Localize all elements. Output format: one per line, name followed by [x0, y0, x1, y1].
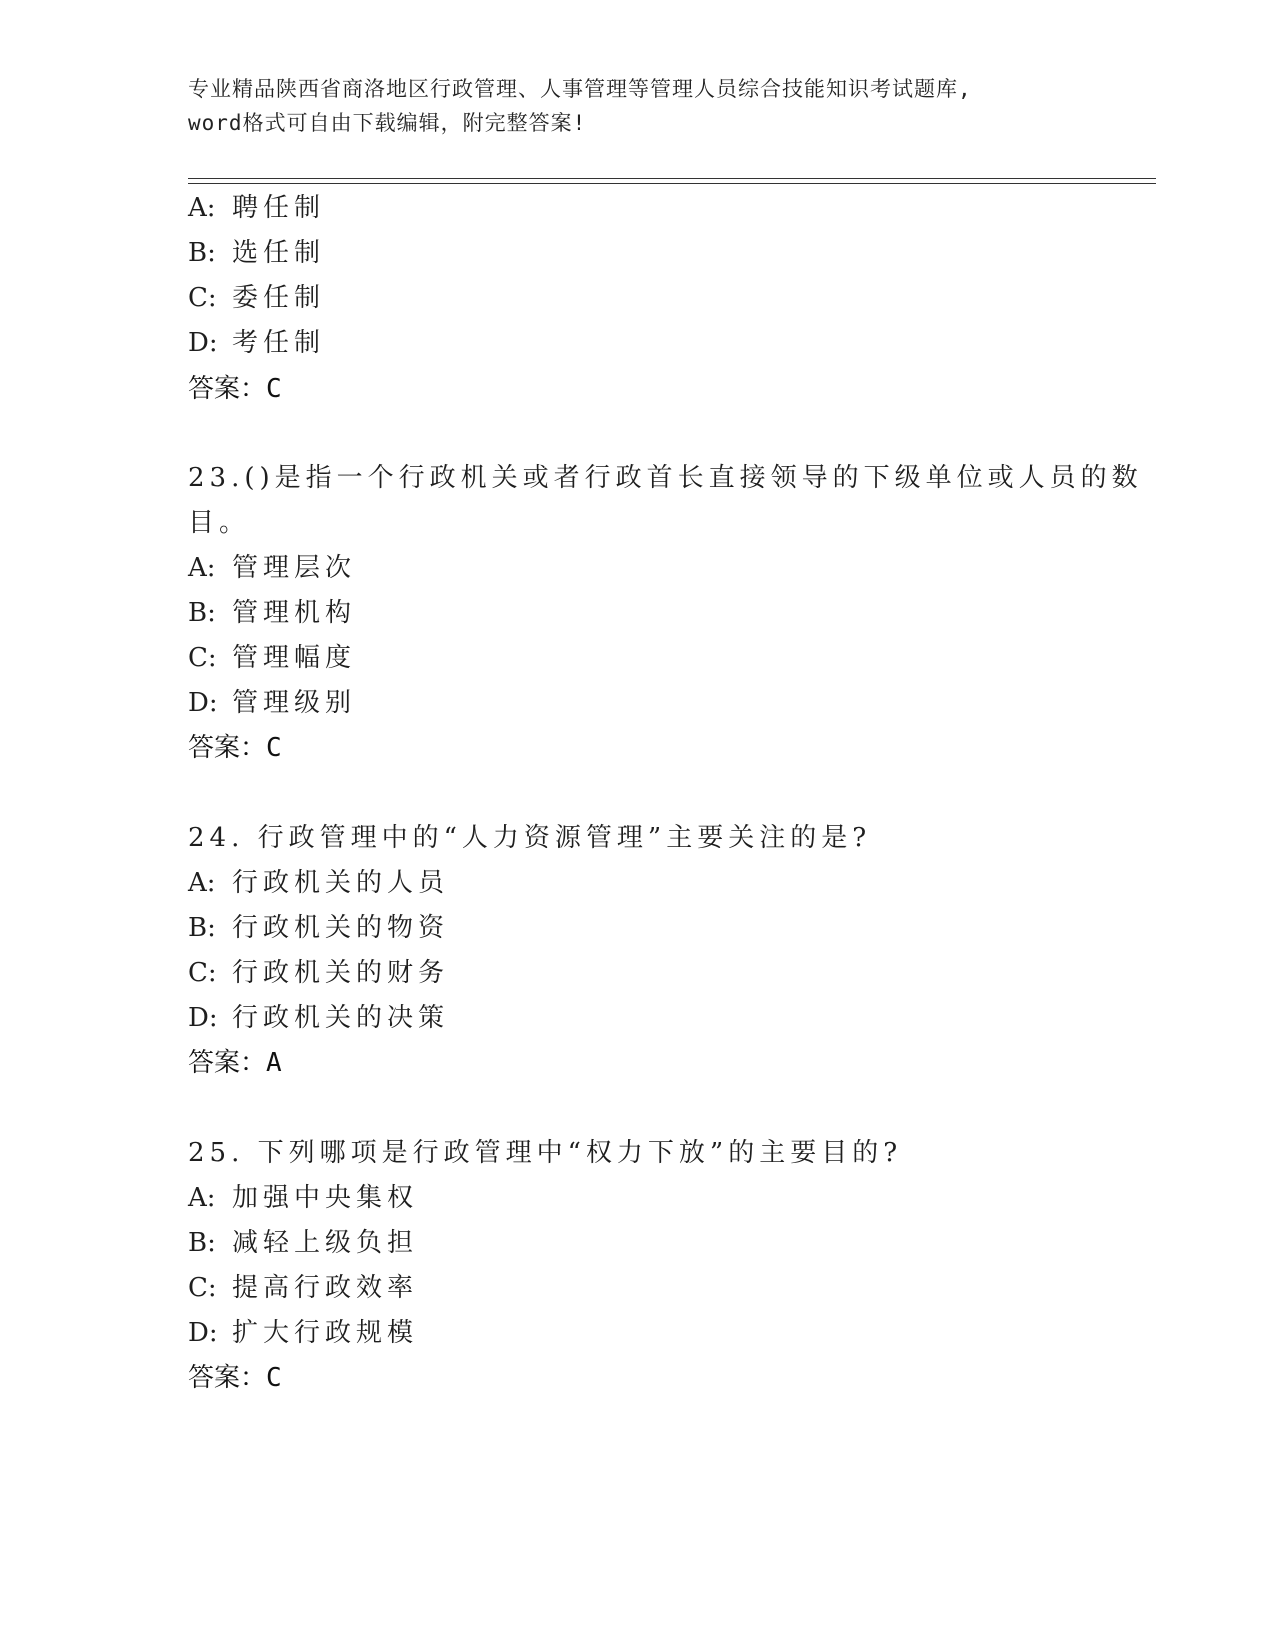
q23-option-b	[188, 598, 356, 628]
q22-option-c	[188, 283, 325, 313]
answer-value: C	[266, 733, 282, 763]
option-text: 委任制	[232, 283, 326, 313]
q23-stem-line-2: 目。	[188, 508, 251, 538]
option-text: 提高行政效率	[232, 1273, 419, 1303]
q23-option-c	[188, 643, 356, 673]
q25-option-a	[188, 1183, 418, 1213]
option-label: B:	[188, 913, 216, 943]
q24-option-b	[188, 913, 449, 943]
option-text: 管理幅度	[232, 643, 357, 673]
option-label: C:	[188, 958, 217, 988]
option-text: 加强中央集权	[232, 1183, 419, 1213]
option-label: A:	[188, 1183, 216, 1213]
option-text: 管理层次	[232, 553, 357, 583]
q24-option-d	[188, 1003, 449, 1033]
answer-label: 答案：	[188, 374, 267, 404]
q25-option-b	[188, 1228, 418, 1258]
document-header	[188, 72, 1088, 140]
answer-value: C	[266, 1363, 282, 1393]
q23-option-d	[188, 688, 356, 718]
header-line-1: 专业精品陕西省商洛地区行政管理、人事管理等管理人员综合技能知识考试题库,	[188, 77, 972, 101]
option-label: D:	[188, 688, 218, 718]
answer-label: 答案：	[188, 733, 267, 763]
answer-label: 答案：	[188, 1048, 267, 1078]
option-text: 行政机关的财务	[232, 958, 450, 988]
q22-option-a	[188, 193, 325, 223]
option-label: B:	[188, 1228, 216, 1258]
q23-answer	[188, 733, 282, 763]
q25-answer	[188, 1363, 282, 1393]
header-divider-bottom	[188, 183, 1156, 184]
option-text: 扩大行政规模	[232, 1318, 419, 1348]
option-label: C:	[188, 643, 217, 673]
option-label: C:	[188, 283, 217, 313]
q22-answer	[188, 374, 282, 404]
q22-option-d	[188, 328, 325, 358]
option-label: C:	[188, 1273, 217, 1303]
option-label: A:	[188, 193, 216, 223]
option-label: D:	[188, 1003, 218, 1033]
option-text: 选任制	[232, 238, 326, 268]
q23-stem-line-1: 23.()是指一个行政机关或者行政首长直接领导的下级单位或人员的数	[188, 463, 1143, 493]
option-label: A:	[188, 553, 216, 583]
q24-option-a	[188, 868, 449, 898]
header-divider-top	[188, 178, 1156, 179]
option-label: D:	[188, 328, 218, 358]
q24-stem: 24. 行政管理中的“人力资源管理”主要关注的是?	[188, 823, 872, 853]
answer-value: C	[266, 374, 282, 404]
option-text: 管理机构	[232, 598, 357, 628]
q23-option-a	[188, 553, 356, 583]
q25-option-c	[188, 1273, 418, 1303]
option-text: 聘任制	[232, 193, 326, 223]
option-text: 考任制	[232, 328, 326, 358]
q22-option-b	[188, 238, 325, 268]
q24-answer	[188, 1048, 282, 1078]
q25-option-d	[188, 1318, 418, 1348]
header-line-2: word格式可自由下载编辑，附完整答案!	[188, 111, 587, 135]
option-text: 行政机关的人员	[232, 868, 450, 898]
option-text: 管理级别	[232, 688, 357, 718]
option-label: A:	[188, 868, 216, 898]
option-label: B:	[188, 598, 216, 628]
option-label: B:	[188, 238, 216, 268]
option-text: 行政机关的物资	[232, 913, 450, 943]
q25-stem: 25. 下列哪项是行政管理中“权力下放”的主要目的?	[188, 1138, 903, 1168]
answer-label: 答案：	[188, 1363, 267, 1393]
answer-value: A	[266, 1048, 282, 1078]
option-label: D:	[188, 1318, 218, 1348]
option-text: 减轻上级负担	[232, 1228, 419, 1258]
option-text: 行政机关的决策	[232, 1003, 450, 1033]
q24-option-c	[188, 958, 449, 988]
